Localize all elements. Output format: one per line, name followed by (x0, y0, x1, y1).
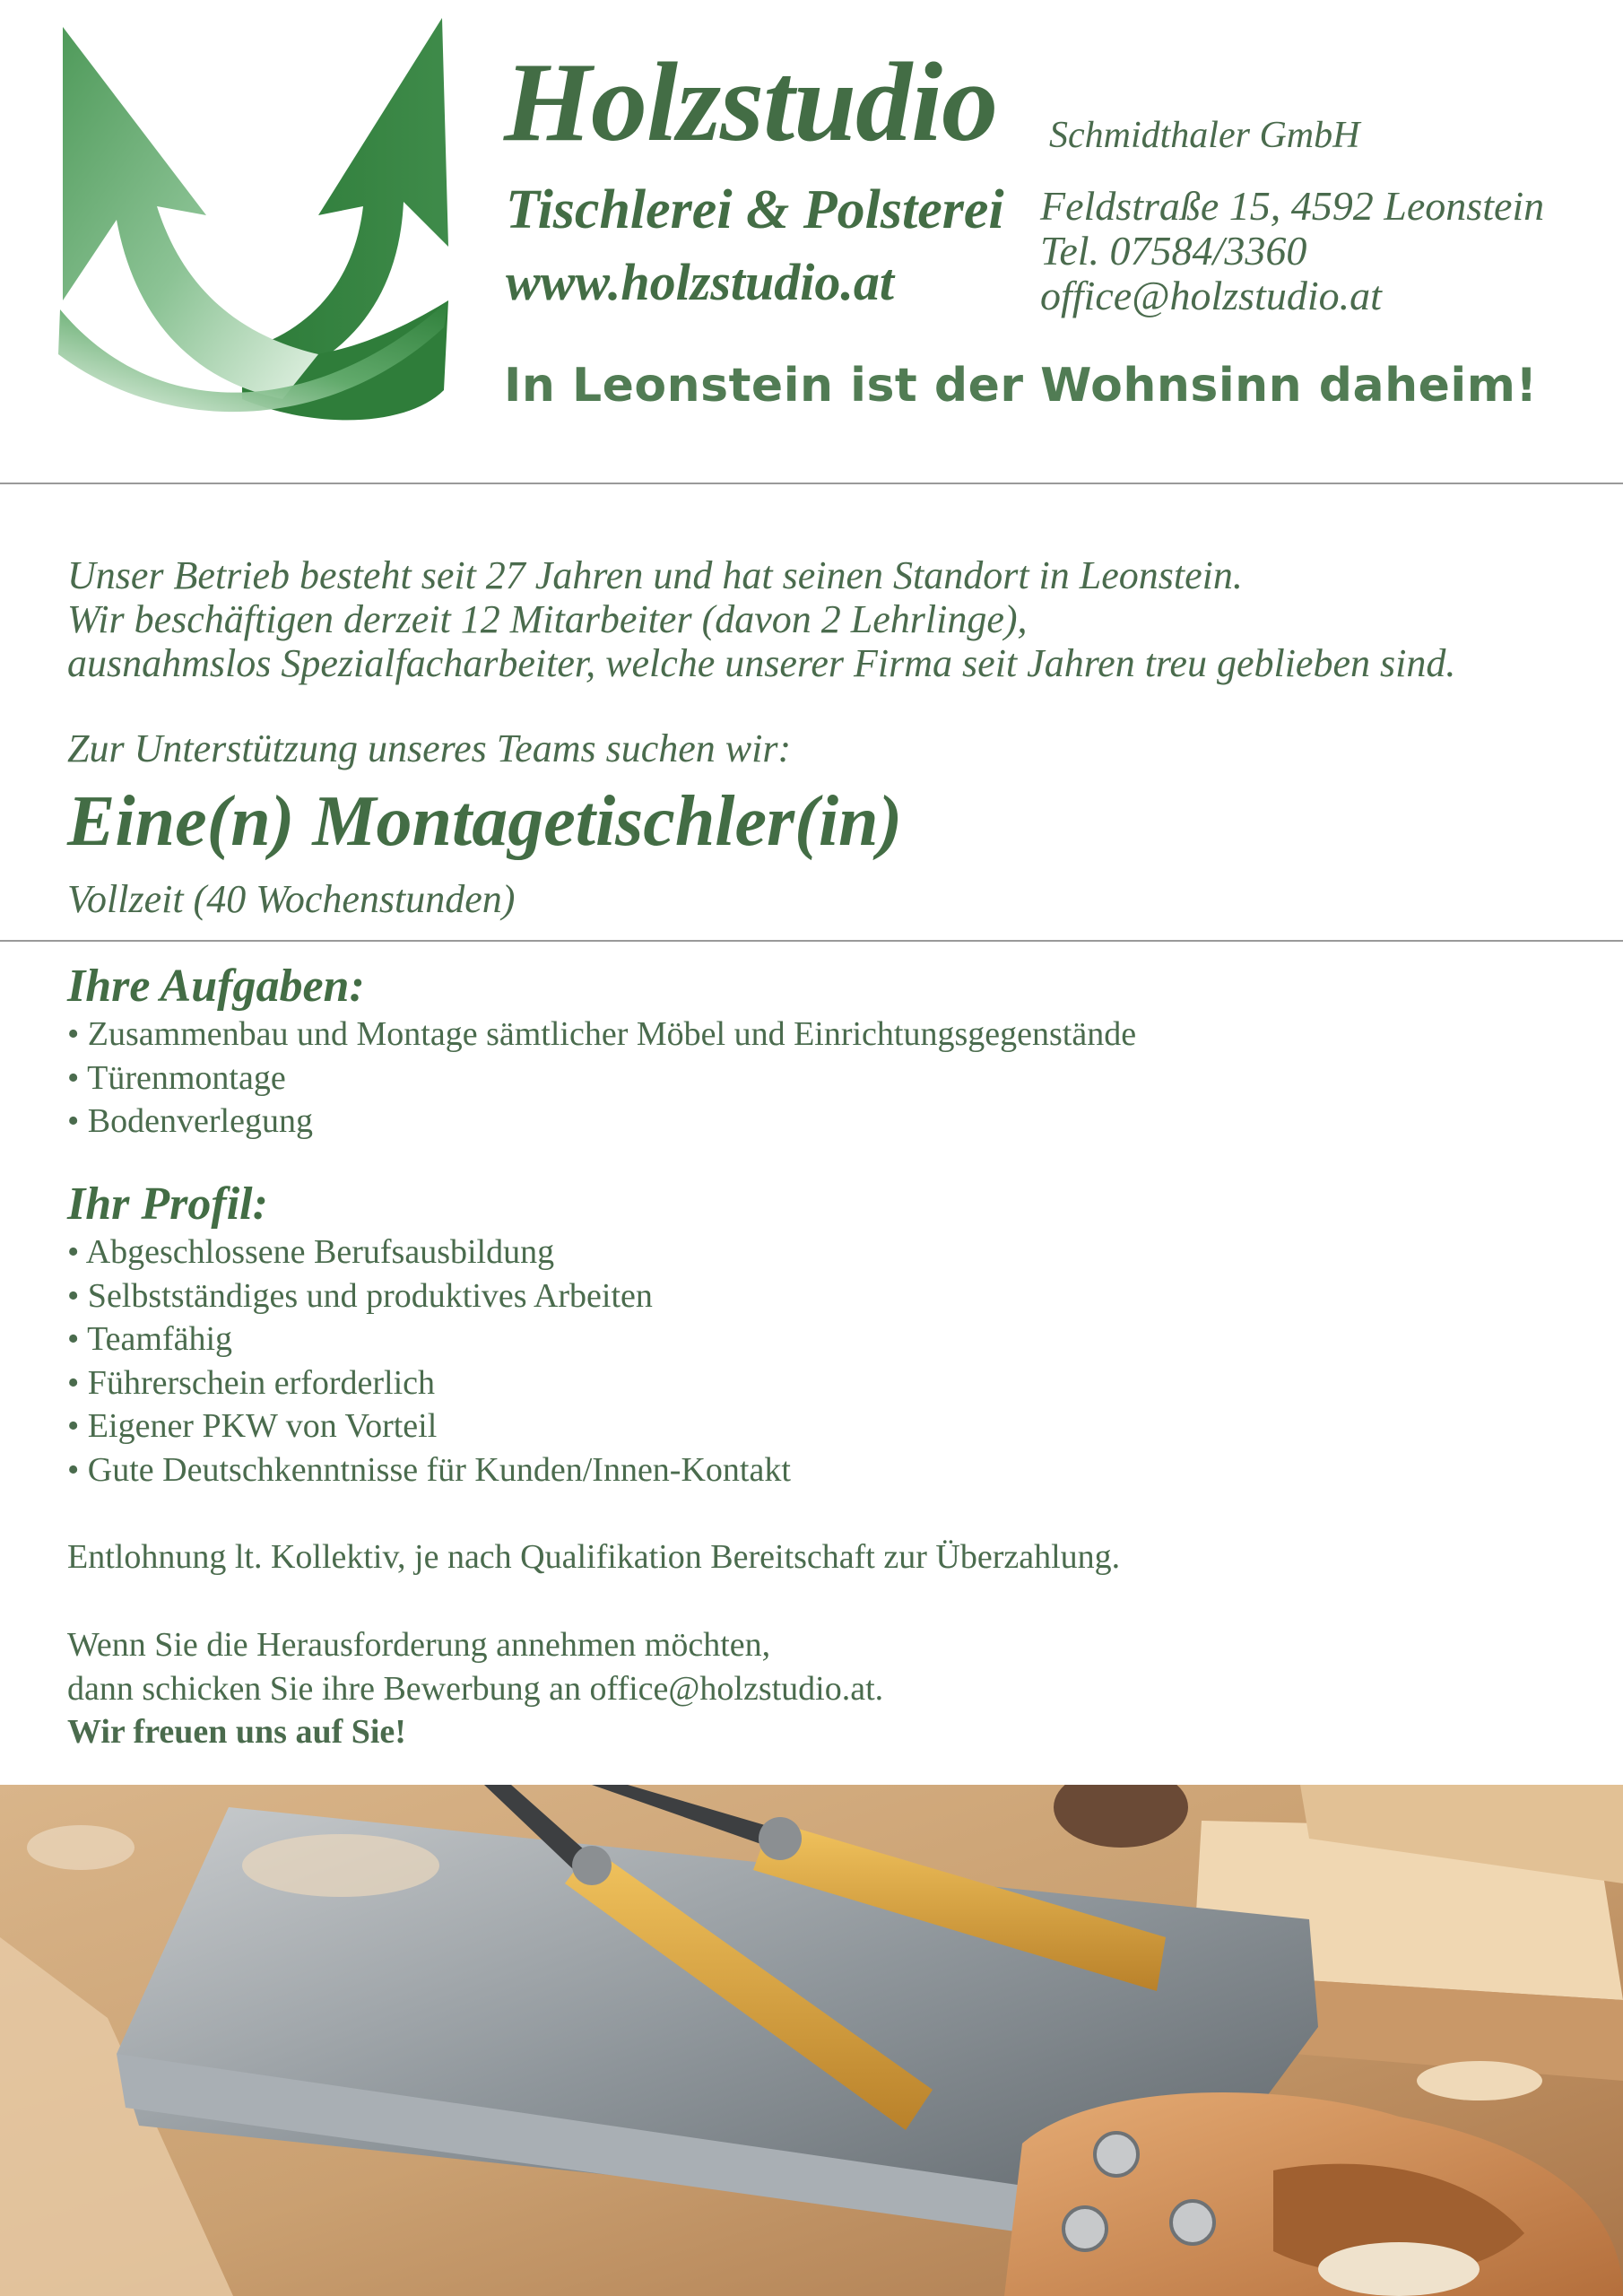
brand-name: Holzstudio (504, 40, 998, 165)
apply-line: Wenn Sie die Herausforderung annehmen möchten, (67, 1626, 771, 1664)
list-item: • Eigener PKW von Vorteil (67, 1407, 438, 1445)
divider (0, 940, 1623, 942)
intro-line: Unser Betrieb besteht seit 27 Jahren und hat seinen Standort in Leonstein. (67, 553, 1243, 597)
website-link[interactable]: www.holzstudio.at (506, 253, 895, 311)
divider (0, 483, 1623, 484)
job-title: Eine(n) Montagetischler(in) (67, 782, 903, 861)
apply-line: dann schicken Sie ihre Bewerbung an office@holzstudio.at. (67, 1669, 884, 1708)
email-link[interactable]: office@holzstudio.at (1040, 273, 1382, 318)
salary-line: Entlohnung lt. Kollektiv, je nach Qualifikation Bereitschaft zur Überzahlung. (67, 1538, 1121, 1576)
tasks-list (67, 1013, 1136, 1144)
intro-line: Wir beschäftigen derzeit 12 Mitarbeiter (davon 2 Lehrlinge), (67, 597, 1028, 641)
list-item: • Teamfähig (67, 1320, 233, 1358)
list-item: • Bodenverlegung (67, 1102, 313, 1140)
contact-block (1040, 184, 1544, 318)
trades-line: Tischlerei & Polsterei (506, 179, 1004, 240)
list-item: • Zusammenbau und Montage sämtlicher Möbel und Einrichtungsgegenstände (67, 1015, 1137, 1053)
profile-list (67, 1231, 791, 1492)
sign-off: Wir freuen uns auf Sie! (67, 1713, 406, 1751)
list-item: • Gute Deutschkenntnisse für Kunden/Innen-Kontakt (67, 1450, 791, 1489)
list-item: • Abgeschlossene Berufsausbildung (67, 1233, 555, 1271)
phone: Tel. 07584/3360 (1040, 228, 1307, 274)
list-item: • Selbstständiges und produktives Arbeiten (67, 1276, 653, 1315)
slogan: In Leonstein ist der Wohnsinn daheim! (504, 359, 1538, 413)
address: Feldstraße 15, 4592 Leonstein (1040, 183, 1545, 229)
holzstudio-logo-icon (49, 13, 462, 430)
profile-heading: Ihr Profil: (67, 1178, 268, 1230)
carpentry-tools-photo (0, 1785, 1623, 2296)
hours-line: Vollzeit (40 Wochenstunden) (67, 877, 516, 921)
tasks-heading: Ihre Aufgaben: (67, 961, 365, 1012)
support-line: Zur Unterstützung unseres Teams suchen wir: (67, 726, 792, 770)
intro-paragraph (67, 553, 1455, 685)
list-item: • Führerschein erforderlich (67, 1363, 436, 1402)
company-suffix: Schmidthaler GmbH (1049, 115, 1360, 156)
list-item: • Türenmontage (67, 1058, 286, 1097)
apply-block (67, 1623, 883, 1754)
intro-line: ausnahmslos Spezialfacharbeiter, welche unserer Firma seit Jahren treu geblieben sind. (67, 641, 1456, 685)
